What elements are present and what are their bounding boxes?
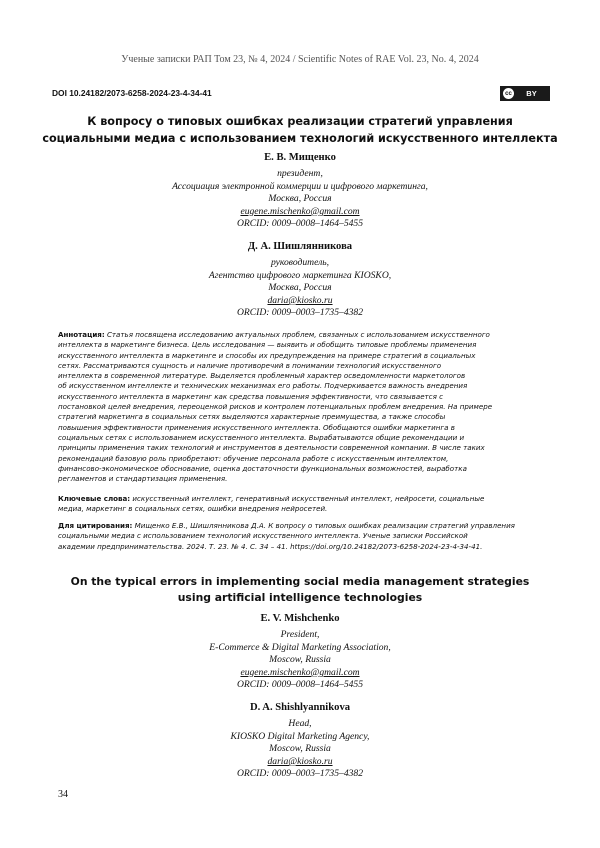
author-en-2 bbox=[0, 701, 600, 781]
author-organization: E-Commerce & Digital Marketing Association, bbox=[209, 641, 391, 653]
keywords-line: Ключевые слова: искусственный интеллект, генеративный искусственный интеллект, нейросети, социальные bbox=[58, 494, 485, 503]
abstract-line: регламентов и стандартизация применения. bbox=[58, 474, 228, 484]
author-organization: Ассоциация электронной коммерции и цифрового маркетинга, bbox=[172, 180, 428, 192]
title-ru-line-1: К вопросу о типовых ошибках реализации стратегий управления bbox=[87, 115, 513, 128]
license-by-label: BY bbox=[526, 89, 537, 98]
abstract-line: постановкой целей внедрения, переоценкой рисков и контролем потенциальных проблем внедрения. На примере bbox=[58, 402, 493, 412]
keywords-line: медиа, маркетинг в социальных сетях, ошибки внедрения нейросетей. bbox=[58, 504, 328, 514]
author-city: Moscow, Russia bbox=[269, 654, 331, 666]
author-orcid: ORCID: 0009–0008–1464–5455 bbox=[236, 218, 364, 230]
title-en-line-1: On the typical errors in implementing social media management strategies bbox=[70, 575, 530, 588]
abstract-line: рекомендаций базовую роль приобретают: обучение персонала работе с искусственным интеллектом, bbox=[58, 453, 449, 463]
journal-running-header: Ученые записки РАП Том 23, № 4, 2024 / Scientific Notes of RAE Vol. 23, No. 4, 2024 bbox=[121, 54, 479, 65]
author-position: руководитель, bbox=[270, 257, 330, 268]
author-organization: Агентство цифрового маркетинга KIOSKO, bbox=[208, 269, 392, 281]
citation-label: Для цитирования: bbox=[58, 521, 133, 530]
keywords bbox=[58, 494, 544, 515]
author-name: D. A. Shishlyannikova bbox=[249, 702, 351, 713]
abstract-line: Аннотация: Статья посвящена исследованию актуальных проблем, связанных с использованием искусственного bbox=[58, 330, 490, 339]
author-email-link[interactable]: eugene.mischenko@gmail.com bbox=[240, 205, 360, 217]
author-orcid: ORCID: 0009–0003–1735–4382 bbox=[236, 307, 364, 319]
abstract-line: финансово-экономическое обоснование, оценка достаточности функциональных возможностей, выработка bbox=[58, 463, 467, 473]
author-name: Е. В. Мищенко bbox=[264, 152, 336, 163]
citation-line: социальными медиа с использованием технологий искусственного интеллекта. Ученые записки Российской bbox=[58, 531, 468, 541]
abstract-line: принципы применения таких технологий и инструментов в деятельности современной компании. В числе таких bbox=[58, 443, 485, 453]
author-position: President, bbox=[280, 629, 320, 640]
citation bbox=[58, 521, 544, 552]
author-city: Москва, Россия bbox=[268, 193, 332, 205]
doi-row bbox=[52, 86, 550, 102]
author-en-1 bbox=[0, 612, 600, 692]
author-ru-1 bbox=[0, 151, 600, 231]
abstract-line: сетях. Рассматриваются сущность и наличие противоречий в понимании технологий искусственного bbox=[58, 360, 442, 370]
title-ru-line-2: социальными медиа с использованием технологий искусственного интеллекта bbox=[42, 132, 558, 145]
abstract-line: социальных сетях с использованием искусственного интеллекта. Вырабатываются общие рекомендации и bbox=[58, 432, 465, 442]
author-email-link[interactable]: daria@kiosko.ru bbox=[267, 294, 333, 306]
author-email-link[interactable]: daria@kiosko.ru bbox=[267, 755, 333, 767]
page-number: 34 bbox=[58, 789, 68, 800]
abstract-line: повышения эффективности применения искусственного интеллекта. Обобщаются ошибки маркетинга в bbox=[58, 422, 455, 432]
author-email-link[interactable]: eugene.mischenko@gmail.com bbox=[240, 666, 360, 678]
abstract-line: об искусственном интеллекте и технических механизмах его работы. Подчеркивается важность внедрения bbox=[58, 381, 468, 391]
doi-text[interactable]: DOI 10.24182/2073-6258-2024-23-4-34-41 bbox=[52, 88, 212, 98]
author-name: Д. А. Шишлянникова bbox=[247, 241, 353, 252]
author-orcid: ORCID: 0009–0003–1735–4382 bbox=[236, 768, 364, 780]
author-city: Moscow, Russia bbox=[269, 743, 331, 755]
author-name: E. V. Mishchenko bbox=[260, 613, 340, 624]
cc-by-license-badge[interactable] bbox=[500, 86, 550, 101]
abstract-line: интеллекта в маркетинге бизнеса. Цель исследования — выявить и обобщить типовые проблемы применения bbox=[58, 340, 477, 350]
keywords-label: Ключевые слова: bbox=[58, 494, 131, 503]
author-position: президент, bbox=[277, 168, 323, 179]
citation-line: Для цитирования: Мищенко Е.В., Шишлянникова Д.А. К вопросу о типовых ошибках реализации стратегий управления bbox=[58, 521, 515, 530]
author-city: Москва, Россия bbox=[268, 282, 332, 294]
creative-commons-icon: cc bbox=[503, 88, 514, 99]
author-organization: KIOSKO Digital Marketing Agency, bbox=[230, 730, 370, 742]
abstract-line: искусственного интеллекта в маркетинг как средства повышения эффективности, что связывается с bbox=[58, 391, 444, 401]
abstract-line: интеллекта в современной литературе. Выделяется проблемный характер осведомленности маркетологов bbox=[58, 371, 466, 381]
paper-title-en bbox=[40, 574, 560, 606]
title-en-line-2: using artificial intelligence technologies bbox=[177, 591, 423, 604]
abstract bbox=[58, 330, 544, 484]
author-position: Head, bbox=[288, 718, 312, 729]
abstract-line: стратегий маркетинга в социальных сетях выделяются характерные преимущества, а также способы bbox=[58, 412, 446, 422]
abstract-line: искусственного интеллекта в маркетинге и способы их предупреждения на примере стратегий в социальных bbox=[58, 350, 476, 360]
citation-line[interactable]: академии предпринимательства. 2024. Т. 23. № 4. С. 34 – 41. https://doi.org/10.24182/2073-6258-2024-23-4-34-41. bbox=[58, 541, 483, 551]
author-ru-2 bbox=[0, 240, 600, 320]
author-orcid: ORCID: 0009–0008–1464–5455 bbox=[236, 679, 364, 691]
abstract-label: Аннотация: bbox=[58, 330, 105, 339]
paper-title-ru bbox=[40, 113, 560, 147]
